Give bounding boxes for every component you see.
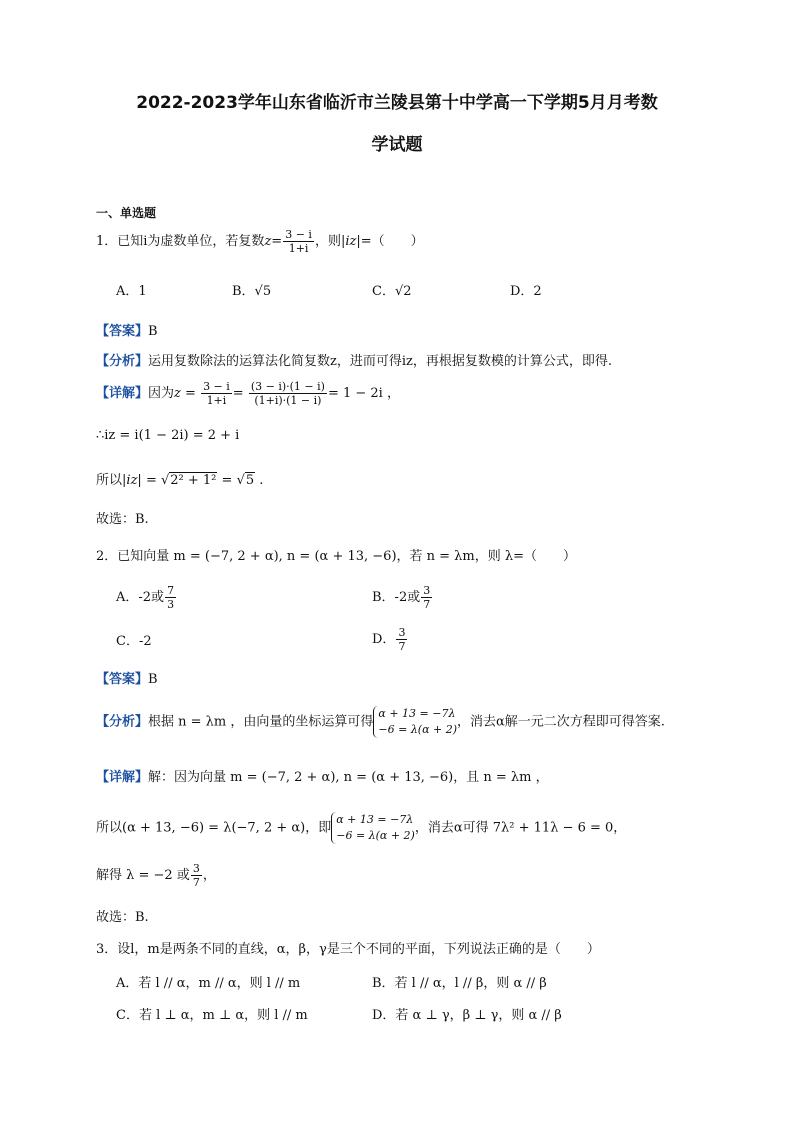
q2-option-b: B．-2或 $\frac{3}{7}$ <box>372 584 431 611</box>
q1-fraction: $\frac{3 - i}{1+i}$ <box>285 228 312 255</box>
q1-option-b: B．√5 <box>232 284 272 299</box>
q3-option-d: D．若 α ⊥ γ，β ⊥ γ，则 α // β <box>372 1008 562 1023</box>
q2-answer: 【答案】B <box>96 672 158 687</box>
q1-option-d: D．2 <box>510 284 542 299</box>
title-line-1: 2022-2023学年山东省临沂市兰陵县第十中学高一下学期5月月考数 <box>136 93 658 113</box>
q1-option-c: C．√2 <box>372 284 412 299</box>
title-line-2: 学试题 <box>371 135 423 155</box>
q2-step-3: 解得 λ = −2 或 $\frac{3}{7}$ ， <box>96 862 216 889</box>
q2-analysis: 【分析】根据 n = λm ，由向量的坐标运算可得α + 13 = −7λ −6 = λ(α + 2)，消去α解一元二次方程即可得答案. <box>96 707 665 736</box>
q2-option-a: A．-2或 $\frac{7}{3}$ <box>116 584 175 611</box>
q1-conclusion: 故选：B. <box>96 512 149 527</box>
q1-answer: 【答案】B <box>96 324 158 339</box>
q1-option-a: A．1 <box>116 284 147 299</box>
q2-stem: 2．已知向量 m = (−7, 2 + α), n = (α + 13, −6)，若 n = λm，则 λ=（ ） <box>96 549 577 564</box>
q1-step-3: 所以|iz| = √2² + 1² = √5 . <box>96 473 264 488</box>
section-heading: 一、单选题 <box>96 206 157 220</box>
q2-equation-system: α + 13 = −7λ −6 = λ(α + 2) <box>373 706 457 738</box>
q3-option-c: C．若 l ⊥ α，m ⊥ α，则 l // m <box>116 1008 308 1023</box>
q3-option-a: A．若 l // α，m // α，则 l // m <box>116 976 301 991</box>
q1-analysis: 【分析】运用复数除法的运算法化简复数z，进而可得iz，再根据复数模的计算公式，即得. <box>96 354 613 369</box>
q1-detail: 【详解】因为z = $\frac{3 - i}{1+i}$ = $\frac{(3 - i)\cdot(1 - i)}{(1+i)\cdot(1 - i)}$ = 1 − 2i ， <box>96 380 400 407</box>
q3-stem: 3．设l，m是两条不同的直线，α，β，γ是三个不同的平面，下列说法正确的是（ ） <box>96 942 600 957</box>
q1-stem-a: 1．已知i为虚数单位，若复数 <box>96 234 265 249</box>
q1-stem: 1．已知i为虚数单位，若复数z= $\frac{3 - i}{1+i}$ ，则|iz|=（ ） <box>96 228 424 255</box>
q2-option-d: D． $\frac{3}{7}$ <box>372 626 406 653</box>
q1-step-2: ∴iz = i(1 − 2i) = 2 + i <box>96 428 240 443</box>
q2-option-c: C．-2 <box>116 634 152 649</box>
q2-step-2: 所以(α + 13, −6) = λ(−7, 2 + α)，即α + 13 = −7λ −6 = λ(α + 2)，消去α可得 7λ² + 11λ − 6 = 0， <box>96 813 627 842</box>
q3-option-b: B．若 l // α，l // β，则 α // β <box>372 976 547 991</box>
q2-detail: 【详解】解：因为向量 m = (−7, 2 + α), n = (α + 13, −6)，且 n = λm ， <box>96 770 549 785</box>
q2-conclusion: 故选：B. <box>96 910 149 925</box>
